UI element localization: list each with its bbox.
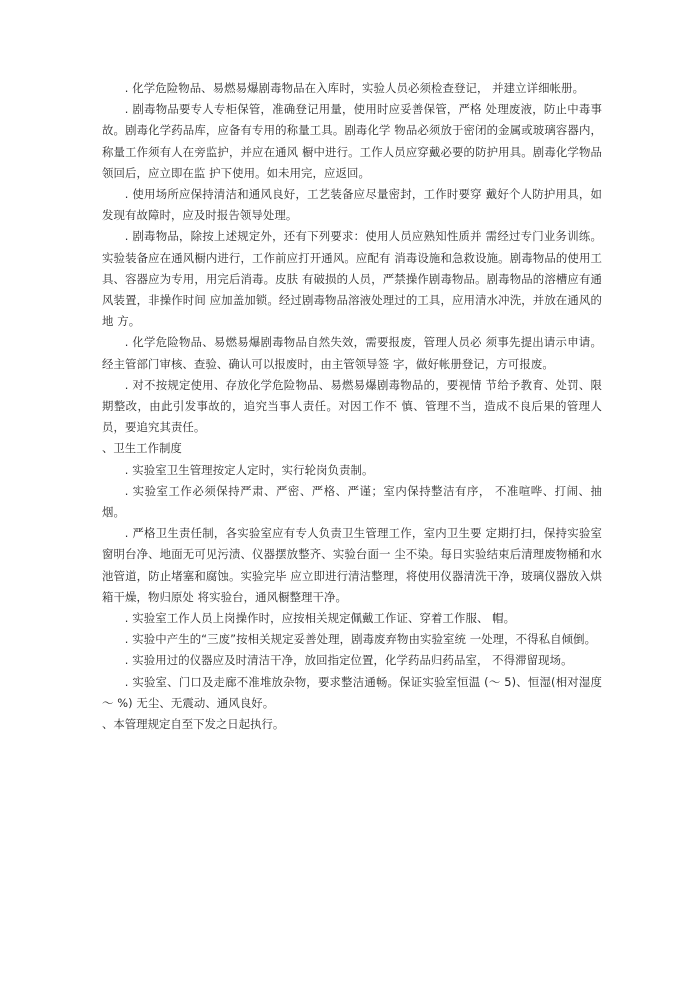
paragraph-toxic-custody: . 剧毒物品要专人专柜保管，准确登记用量，使用时应妥善保管，严格 处理废液，防止中毒事故。剧毒化学药品库，应备有专用的称量工具。剧毒化学 物品必须放于密闭的金属或玻璃容器内，称量工作须有人在旁监护，并应在通风 橱中进行。工作人员应穿戴必要的防护用具。剧毒化学物品领回后，应立即在监 护下使用。如未用完，应返回。 bbox=[102, 102, 602, 180]
paragraph-hygiene-responsibility: . 严格卫生责任制，各实验室应有专人负责卫生管理工作，室内卫生要 定期打扫，保持实验室窗明台净、地面无可见污渍、仪器摆放整齐、实验台面一 尘不染。每日实验结束后清理废物桶和水池管道，防止堵塞和腐蚀。实验完毕 应立即进行清洁整理，将使用仪器清洗干净，玻璃仪器放入烘箱干燥，物归原处 将实验台，通风橱整理干净。 bbox=[102, 526, 602, 604]
paragraph-ventilation: . 使用场所应保持清洁和通风良好，工艺装备应尽量密封，工作时要穿 戴好个人防护用具，如发现有故障时，应及时报告领导处理。 bbox=[102, 187, 602, 223]
paragraph-accountability: . 对不按规定使用、存放化学危险物品、易燃易爆剧毒物品的，要视情 节给予教育、处罚、限期整改，由此引发事故的，追究当事人责任。对因工作不 慎、管理不当，造成不良后果的管理人员，要追究其责任。 bbox=[102, 377, 602, 435]
paragraph-hygiene-discipline: . 实验室工作必须保持严肃、严密、严格、严谨；室内保持整洁有序， 不准喧哗、打闹、抽烟。 bbox=[102, 483, 602, 520]
paragraph-disposal-application: . 化学危险物品、易燃易爆剧毒物品自然失效，需要报废，管理人员必 须事先提出请示申请。经主管部门审核、查验、确认可以报废时，由主管领导签 字，做好帐册登记，方可报废。 bbox=[102, 335, 602, 371]
paragraph-three-wastes: . 实验中产生的“三废”按相关规定妥善处理，剧毒废弃物由实验室统 一处理，不得私自倾倒。 bbox=[124, 632, 597, 647]
paragraph-hygiene-rotation: . 实验室卫生管理按定人定时，实行轮岗负责制。 bbox=[124, 462, 374, 477]
section-heading-hygiene: 、卫生工作制度 bbox=[102, 441, 182, 456]
section-heading-effective-date: 、本管理规定自至下发之日起执行。 bbox=[102, 717, 285, 732]
paragraph-storage-registration: . 化学危险物品、易燃易爆剧毒物品在入库时，实验人员必须检查登记， 并建立详细帐册。 bbox=[124, 81, 585, 95]
paragraph-toxic-requirements: . 剧毒物品，除按上述规定外，还有下列要求：使用人员应熟知性质并 需经过专门业务训练。实验装备应在通风橱内进行，工作前应打开通风。应配有 消毒设施和急救设施。剧毒物品的使用工具、容器应为专用，用完后消毒。皮肤 有破损的人员，严禁操作剧毒物品。剧毒物品的溶槽应有通风装置，非操作时间 应加盖加锁。经过剧毒物品溶液处理过的工具，应用清水冲洗，并放在通风的地 方。 bbox=[102, 229, 602, 329]
paragraph-environment: . 实验室、门口及走廊不准堆放杂物，要求整洁通畅。保证实验室恒温 (～ 5)、恒湿(相对湿度 ～ %) 无尘、无震动、通风良好。 bbox=[102, 674, 602, 710]
document-page bbox=[102, 78, 602, 735]
paragraph-work-attire: . 实验室工作人员上岗操作时，应按相关规定佩戴工作证、穿着工作服、 帽。 bbox=[124, 611, 516, 626]
paragraph-instrument-cleaning: . 实验用过的仪器应及时清洁干净，放回指定位置，化学药品归药品室， 不得滞留现场。 bbox=[124, 653, 573, 668]
